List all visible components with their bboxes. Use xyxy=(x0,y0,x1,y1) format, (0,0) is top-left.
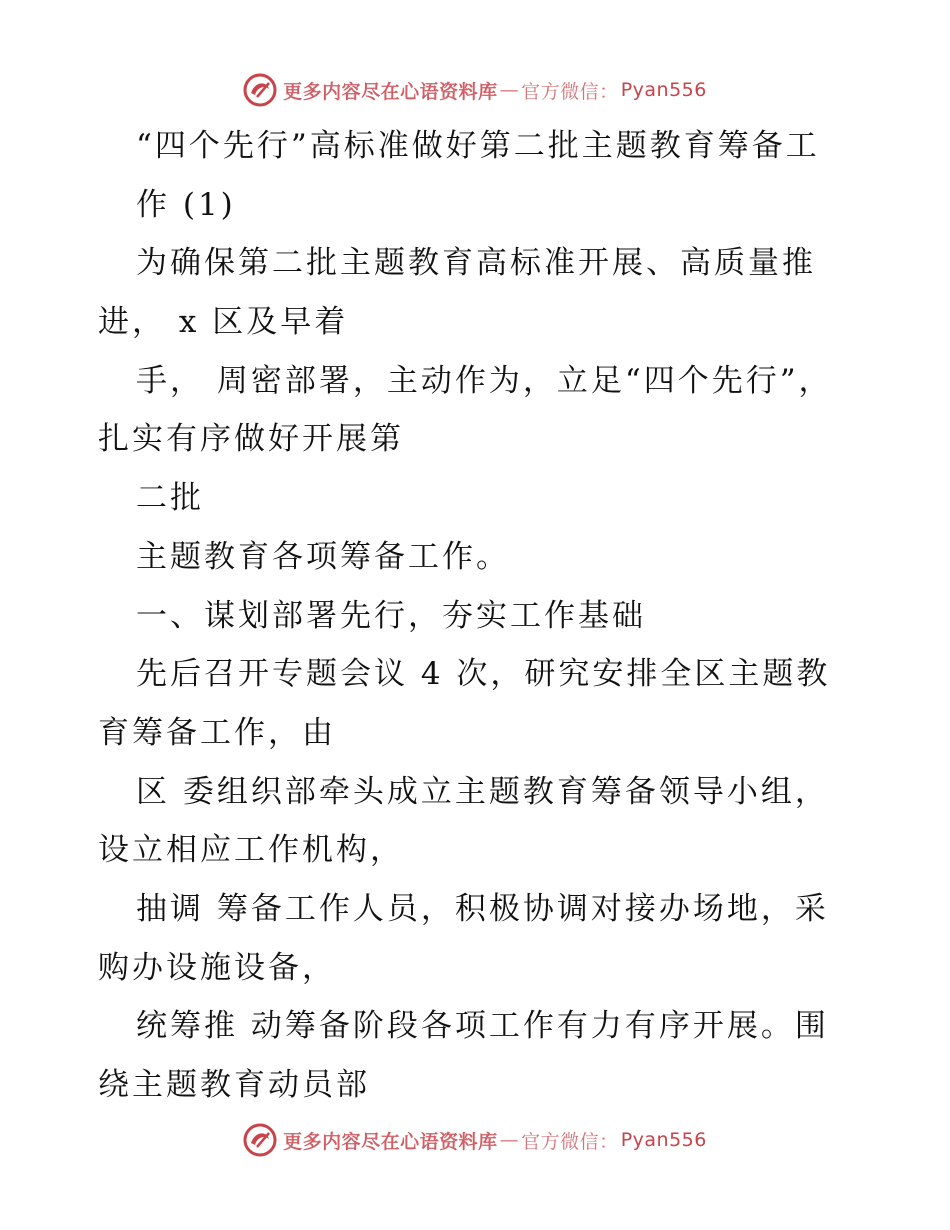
paragraph-line: 作 (1) xyxy=(136,186,236,223)
watermark-wechat-id: Pyan556 xyxy=(620,79,707,101)
paragraph-line: 进， x 区及早着 xyxy=(98,304,349,341)
watermark-text: 更多内容尽在心语资料库 xyxy=(283,80,498,103)
paragraph-line: 区 委组织部牵头成立主题教育筹备领导小组， xyxy=(136,773,829,810)
paragraph-line: 手， 周密部署，主动作为，立足“四个先行”， xyxy=(136,362,833,399)
paragraph-line: 主题教育各项筹备工作。 xyxy=(136,538,510,575)
paragraph-line: 一、谋划部署先行，夯实工作基础 xyxy=(136,597,646,634)
swirl-logo-icon xyxy=(243,1123,277,1157)
paragraph-line: 购办设施设备， xyxy=(98,949,336,986)
watermark-official-label: 官方微信： xyxy=(521,1130,619,1153)
watermark-separator: — xyxy=(499,79,520,101)
watermark-official-label: 官方微信： xyxy=(521,80,619,103)
watermark-footer xyxy=(0,1120,950,1160)
paragraph-line: 统筹推 动筹备阶段各项工作有力有序开展。围 xyxy=(136,1008,829,1045)
paragraph-line: 育筹备工作，由 xyxy=(98,714,336,751)
watermark-header xyxy=(0,70,950,110)
paragraph-line: 先后召开专题会议 4 次，研究安排全区主题教 xyxy=(136,656,831,693)
paragraph-line: 设立相应工作机构， xyxy=(98,832,404,869)
watermark-text: 更多内容尽在心语资料库 xyxy=(283,1130,498,1153)
paragraph-line: 抽调 筹备工作人员，积极协调对接办场地，采 xyxy=(136,890,829,927)
paragraph-line: 二批 xyxy=(136,480,204,517)
paragraph-line: 绕主题教育动员部 xyxy=(98,1067,370,1103)
watermark-separator: — xyxy=(499,1129,520,1151)
paragraph-line: 为确保第二批主题教育高标准开展、高质量推 xyxy=(136,245,816,282)
watermark-wechat-id: Pyan556 xyxy=(620,1129,707,1151)
document-body xyxy=(98,117,858,1115)
swirl-logo-icon xyxy=(243,73,277,107)
paragraph-line: 扎实有序做好开展第 xyxy=(98,421,404,458)
document-title-line: “四个先行”高标准做好第二批主题教育筹备工 xyxy=(136,128,820,164)
